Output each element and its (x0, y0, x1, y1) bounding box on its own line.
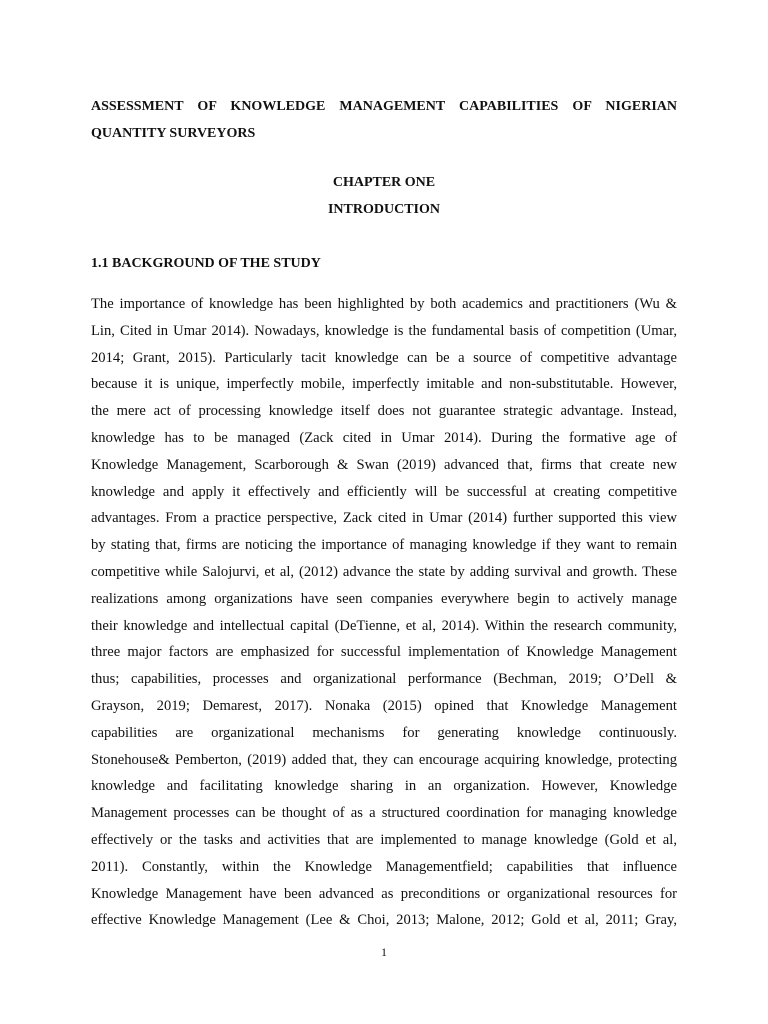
paragraph-line: Knowledge Management, Scarborough & Swan (2019) advanced that, firms that create new (91, 456, 677, 473)
paragraph-line: because it is unique, imperfectly mobile, imperfectly imitable and non-substitutable. However, (91, 376, 677, 393)
paragraph-line: Grayson, 2019; Demarest, 2017). Nonaka (2015) opined that Knowledge Management (91, 697, 677, 714)
paragraph-line: knowledge and apply it effectively and efficiently will be successful at creating competitive (91, 483, 677, 500)
section-heading: 1.1 BACKGROUND OF THE STUDY (91, 256, 321, 271)
paragraph-line: by stating that, firms are noticing the importance of managing knowledge if they want to remain (91, 537, 677, 554)
chapter-title: INTRODUCTION (327, 202, 440, 217)
paragraph-line: advantages. From a practice perspective, Zack cited in Umar (2014) further supported this view (91, 510, 677, 527)
paragraph-line: three major factors are emphasized for successful implementation of Knowledge Management (91, 644, 677, 661)
paragraph-line: thus; capabilities, processes and organizational performance (Bechman, 2019; O’Dell & (91, 671, 677, 688)
paragraph-line: realizations among organizations have seen companies everywhere begin to actively manage (91, 590, 677, 607)
paragraph-line: Knowledge Management have been advanced as preconditions or organizational resources for (91, 885, 677, 902)
paragraph-line: Lin, Cited in Umar 2014). Nowadays, knowledge is the fundamental basis of competition (Umar, (91, 322, 677, 339)
page-number: 1 (381, 945, 387, 959)
paragraph-line: effective Knowledge Management (Lee & Choi, 2013; Malone, 2012; Gold et al, 2011; Gray, (91, 912, 677, 929)
paragraph-line: the mere act of processing knowledge itself does not guarantee strategic advantage. Instead, (91, 403, 677, 420)
document-title: ASSESSMENT OF KNOWLEDGE MANAGEMENT CAPABILITIES OF NIGERIAN QUANTITY SURVEYORS (91, 99, 677, 141)
chapter-label: CHAPTER ONE (332, 175, 436, 190)
paragraph-line: Management processes can be thought of as a structured coordination for managing knowledge (91, 805, 677, 822)
paragraph-line: their knowledge and intellectual capital (DeTienne, et al, 2014). Within the research community, (91, 617, 677, 634)
paragraph-line: 2014; Grant, 2015). Particularly tacit knowledge can be a source of competitive advantage (91, 349, 677, 366)
paragraph-line: 2011). Constantly, within the Knowledge Managementfield; capabilities that influence (91, 858, 677, 875)
paragraph-line: effectively or the tasks and activities that are implemented to manage knowledge (Gold et al, (91, 831, 677, 848)
paragraph-line: competitive while Salojurvi, et al, (2012) advance the state by adding survival and growth. These (91, 563, 677, 580)
paragraph-line: Stonehouse& Pemberton, (2019) added that, they can encourage acquiring knowledge, protecting (91, 751, 677, 768)
paragraph-line: knowledge and facilitating knowledge sharing in an organization. However, Knowledge (91, 778, 677, 795)
paragraph-line: capabilities are organizational mechanisms for generating knowledge continuously. (91, 724, 677, 741)
paragraph-line: The importance of knowledge has been highlighted by both academics and practitioners (Wu & (91, 296, 677, 312)
body-paragraph (91, 291, 677, 934)
paragraph-line: knowledge has to be managed (Zack cited in Umar 2014). During the formative age of (91, 429, 677, 446)
